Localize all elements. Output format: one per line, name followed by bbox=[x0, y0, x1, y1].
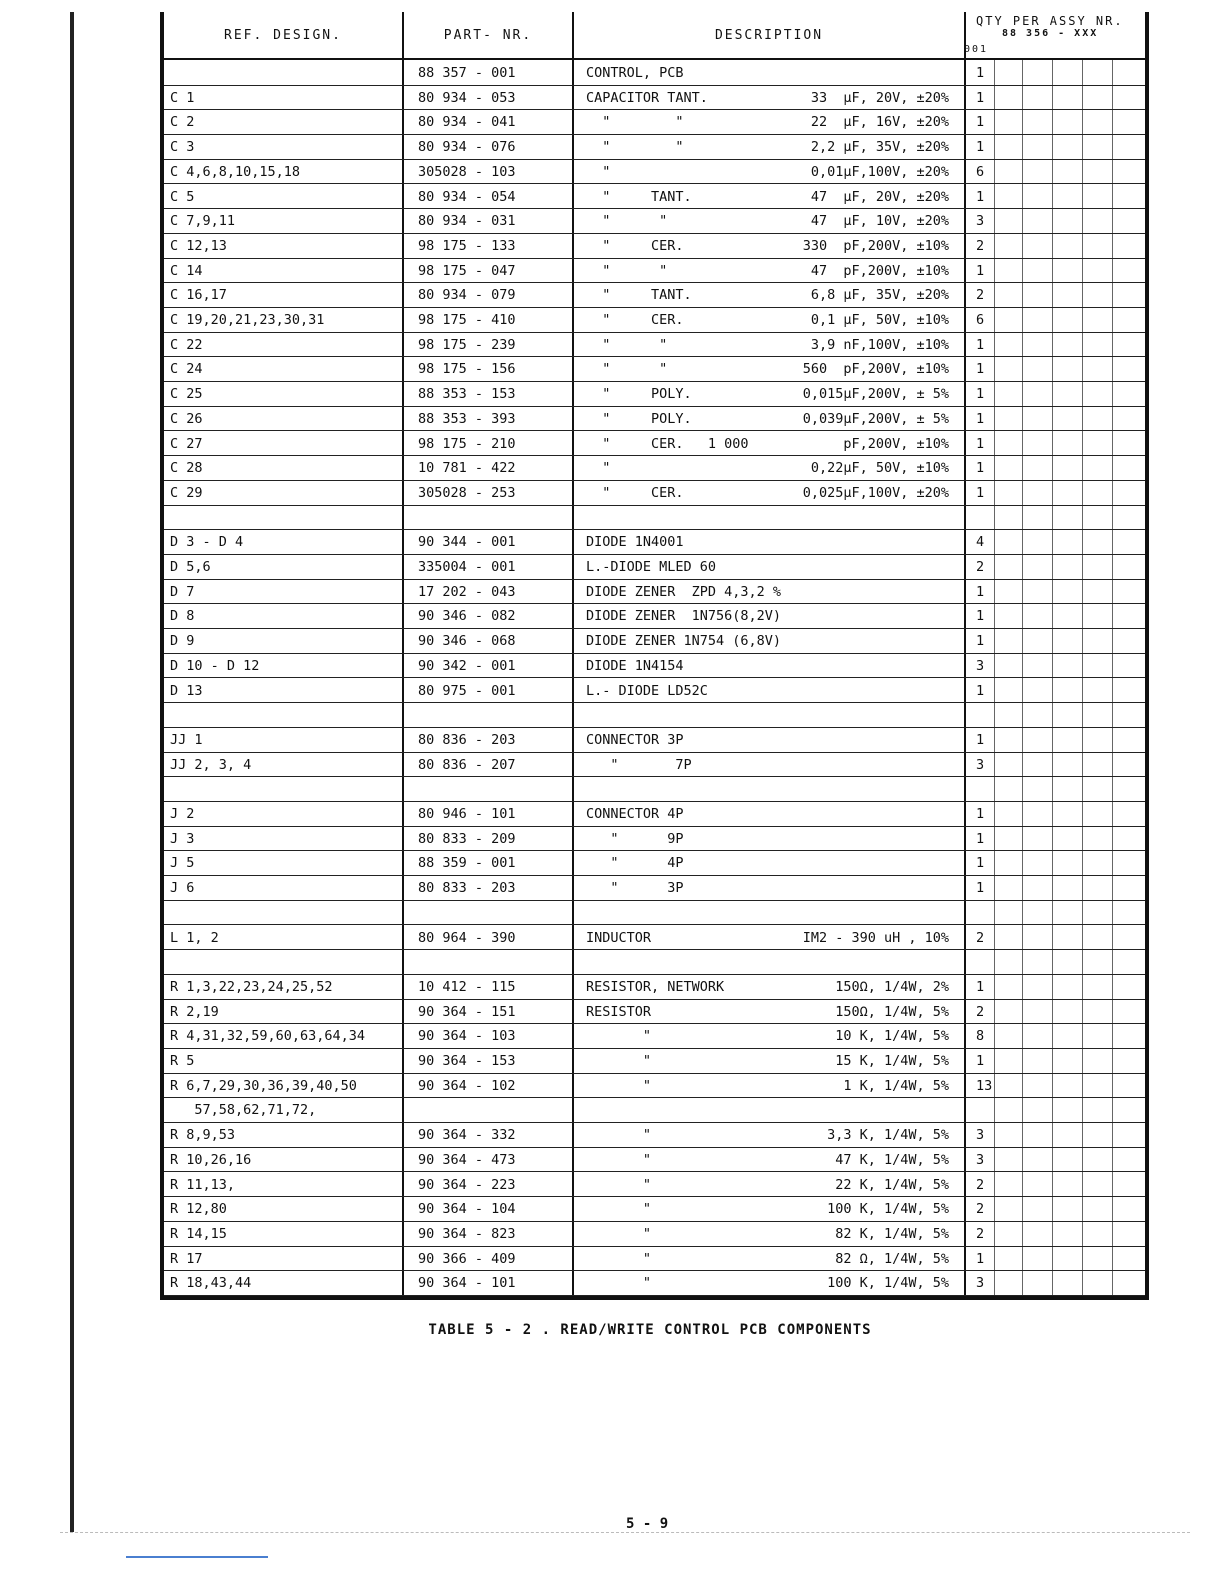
value-rating: 47 K, 1/4W, 5% bbox=[835, 1151, 949, 1168]
quantity: 1 bbox=[976, 139, 985, 156]
table-row bbox=[164, 802, 1145, 827]
ref-designator: R 6,7,29,30,36,39,40,50 bbox=[170, 1077, 357, 1094]
qty-header-block bbox=[966, 12, 1147, 60]
value-rating: 47 pF,200V, ±10% bbox=[810, 262, 949, 279]
value-rating: 47 µF, 10V, ±20% bbox=[810, 213, 949, 230]
description: RESISTOR bbox=[586, 1003, 652, 1020]
qty-column-001: 001 bbox=[964, 44, 989, 55]
ref-designator: D 7 bbox=[170, 583, 195, 600]
table-row bbox=[164, 1197, 1145, 1222]
part-number: 335004 - 001 bbox=[418, 559, 516, 575]
ref-designator: R 18,43,44 bbox=[170, 1275, 252, 1292]
quantity: 1 bbox=[976, 1250, 985, 1267]
ref-designator: JJ 1 bbox=[170, 731, 203, 748]
quantity: 1 bbox=[976, 830, 985, 847]
bottom-link-bar bbox=[126, 1556, 268, 1558]
quantity: 3 bbox=[976, 756, 985, 773]
description: " POLY. bbox=[586, 386, 692, 403]
description: " bbox=[586, 1176, 652, 1193]
description: " TANT. bbox=[586, 188, 692, 205]
table-row bbox=[164, 456, 1145, 481]
table-row bbox=[164, 61, 1145, 86]
description: " 7P bbox=[586, 756, 692, 773]
part-number: 88 353 - 393 bbox=[418, 410, 516, 427]
value-rating: 150Ω, 1/4W, 2% bbox=[835, 978, 949, 995]
value-rating: 0,015µF,200V, ± 5% bbox=[802, 386, 949, 403]
part-number: 80 934 - 041 bbox=[418, 114, 516, 131]
ref-designator: D 13 bbox=[170, 682, 203, 699]
value-rating: 100 K, 1/4W, 5% bbox=[827, 1275, 949, 1292]
footer-rule bbox=[60, 1532, 1190, 1533]
description: " bbox=[586, 163, 611, 180]
quantity: 13 bbox=[976, 1077, 993, 1094]
quantity: 1 bbox=[976, 410, 985, 427]
part-number: 305028 - 103 bbox=[418, 163, 516, 180]
value-rating: 33 µF, 20V, ±20% bbox=[810, 89, 949, 106]
header-description: DESCRIPTION bbox=[574, 12, 964, 60]
qty-assy-number: 88 356 - XXX bbox=[1002, 28, 1099, 39]
ref-designator: D 5,6 bbox=[170, 559, 211, 575]
value-rating: 22 µF, 16V, ±20% bbox=[810, 114, 949, 131]
part-number: 90 364 - 473 bbox=[418, 1151, 516, 1168]
value-rating: 0,01µF,100V, ±20% bbox=[810, 163, 949, 180]
ref-designator: C 2 bbox=[170, 114, 195, 131]
quantity: 2 bbox=[976, 1201, 985, 1218]
quantity: 6 bbox=[976, 163, 985, 180]
table-row bbox=[164, 1074, 1145, 1099]
table-row bbox=[164, 1024, 1145, 1049]
ref-designator: C 28 bbox=[170, 460, 203, 477]
quantity: 1 bbox=[976, 633, 985, 650]
value-rating: 330 pF,200V, ±10% bbox=[802, 237, 949, 254]
description: " bbox=[586, 1225, 652, 1242]
value-rating: 15 K, 1/4W, 5% bbox=[835, 1053, 949, 1069]
part-number: 80 833 - 203 bbox=[418, 880, 516, 897]
description: " bbox=[586, 1053, 652, 1069]
part-number: 88 359 - 001 bbox=[418, 855, 516, 872]
part-number: 98 175 - 156 bbox=[418, 361, 516, 378]
table-row bbox=[164, 1148, 1145, 1173]
description: " " bbox=[586, 114, 684, 131]
quantity: 3 bbox=[976, 1127, 985, 1144]
table-row bbox=[164, 703, 1145, 728]
description: " TANT. bbox=[586, 287, 692, 304]
table-row bbox=[164, 604, 1145, 629]
quantity: 2 bbox=[976, 559, 985, 575]
table-row bbox=[164, 901, 1145, 926]
part-number: 98 175 - 410 bbox=[418, 312, 516, 328]
ref-designator: C 4,6,8,10,15,18 bbox=[170, 163, 301, 180]
ref-designator: C 12,13 bbox=[170, 237, 227, 254]
description: " bbox=[586, 1250, 652, 1267]
value-rating: 1 K, 1/4W, 5% bbox=[843, 1077, 949, 1094]
description: DIODE ZENER ZPD 4,3,2 % bbox=[586, 583, 782, 600]
qty-title: QTY PER ASSY NR. bbox=[976, 14, 1124, 28]
ref-designator: C 1 bbox=[170, 89, 195, 106]
ref-designator: R 4,31,32,59,60,63,64,34 bbox=[170, 1028, 366, 1045]
table-row bbox=[164, 753, 1145, 778]
part-number: 80 934 - 053 bbox=[418, 89, 516, 106]
description: " " bbox=[586, 139, 684, 156]
table-row bbox=[164, 876, 1145, 901]
table-row bbox=[164, 382, 1145, 407]
table-row bbox=[164, 975, 1145, 1000]
description: DIODE 1N4154 bbox=[586, 657, 684, 674]
table-row bbox=[164, 185, 1145, 210]
quantity: 2 bbox=[976, 1225, 985, 1242]
table-row bbox=[164, 333, 1145, 358]
ref-designator: R 12,80 bbox=[170, 1201, 227, 1218]
quantity: 1 bbox=[976, 361, 985, 378]
quantity: 1 bbox=[976, 978, 985, 995]
part-number: 90 346 - 082 bbox=[418, 608, 516, 625]
part-number: 90 364 - 823 bbox=[418, 1225, 516, 1242]
ref-designator: R 8,9,53 bbox=[170, 1127, 236, 1144]
quantity: 1 bbox=[976, 806, 985, 822]
part-number: 90 364 - 104 bbox=[418, 1201, 516, 1218]
quantity: 1 bbox=[976, 460, 985, 477]
table-row bbox=[164, 308, 1145, 333]
table-row bbox=[164, 1173, 1145, 1198]
quantity: 4 bbox=[976, 534, 985, 551]
table-row bbox=[164, 407, 1145, 432]
table-row bbox=[164, 679, 1145, 704]
table-row bbox=[164, 259, 1145, 284]
table-row bbox=[164, 1000, 1145, 1025]
ref-designator: D 3 - D 4 bbox=[170, 534, 244, 551]
ref-designator: L 1, 2 bbox=[170, 929, 219, 946]
description: " CER. bbox=[586, 484, 684, 501]
part-number: 80 946 - 101 bbox=[418, 806, 516, 822]
ref-designator: C 5 bbox=[170, 188, 195, 205]
quantity: 1 bbox=[976, 855, 985, 872]
part-number: 80 975 - 001 bbox=[418, 682, 516, 699]
table-row bbox=[164, 1123, 1145, 1148]
description: " bbox=[586, 1028, 652, 1045]
ref-designator: C 26 bbox=[170, 410, 203, 427]
table-row bbox=[164, 234, 1145, 259]
quantity: 1 bbox=[976, 484, 985, 501]
quantity: 1 bbox=[976, 880, 985, 897]
part-number: 305028 - 253 bbox=[418, 484, 516, 501]
part-number: 80 934 - 054 bbox=[418, 188, 516, 205]
quantity: 2 bbox=[976, 237, 985, 254]
table-row bbox=[164, 481, 1145, 506]
part-number: 17 202 - 043 bbox=[418, 583, 516, 600]
ref-designator: C 24 bbox=[170, 361, 203, 378]
description: " CER. bbox=[586, 312, 684, 328]
part-number: 90 346 - 068 bbox=[418, 633, 516, 650]
quantity: 3 bbox=[976, 657, 985, 674]
description: " 4P bbox=[586, 855, 684, 872]
ref-designator: JJ 2, 3, 4 bbox=[170, 756, 252, 773]
description: DIODE ZENER 1N756(8,2V) bbox=[586, 608, 782, 625]
table-row bbox=[164, 1098, 1145, 1123]
ref-designator: J 2 bbox=[170, 806, 195, 822]
description: " CER. 1 000 bbox=[586, 435, 749, 452]
quantity: 1 bbox=[976, 435, 985, 452]
value-rating: 560 pF,200V, ±10% bbox=[802, 361, 949, 378]
part-number: 88 357 - 001 bbox=[418, 65, 516, 81]
description: CAPACITOR TANT. bbox=[586, 89, 708, 106]
ref-designator: R 14,15 bbox=[170, 1225, 227, 1242]
table-row bbox=[164, 357, 1145, 382]
ref-designator: R 5 bbox=[170, 1053, 195, 1069]
description: " bbox=[586, 1127, 652, 1144]
quantity: 1 bbox=[976, 89, 985, 106]
quantity: 2 bbox=[976, 1003, 985, 1020]
part-number: 80 833 - 209 bbox=[418, 830, 516, 847]
part-number: 90 364 - 102 bbox=[418, 1077, 516, 1094]
description: CONNECTOR 4P bbox=[586, 806, 684, 822]
ref-designator: C 25 bbox=[170, 386, 203, 403]
part-number: 90 342 - 001 bbox=[418, 657, 516, 674]
description: " bbox=[586, 1201, 652, 1218]
ref-designator: R 2,19 bbox=[170, 1003, 219, 1020]
table-row bbox=[164, 950, 1145, 975]
description: " POLY. bbox=[586, 410, 692, 427]
table-row bbox=[164, 530, 1145, 555]
table-row bbox=[164, 506, 1145, 531]
quantity: 1 bbox=[976, 262, 985, 279]
quantity: 8 bbox=[976, 1028, 985, 1045]
value-rating: 47 µF, 20V, ±20% bbox=[810, 188, 949, 205]
description: CONNECTOR 3P bbox=[586, 731, 684, 748]
ref-designator: R 1,3,22,23,24,25,52 bbox=[170, 978, 333, 995]
table-row bbox=[164, 777, 1145, 802]
table-row bbox=[164, 555, 1145, 580]
description: L.- DIODE LD52C bbox=[586, 682, 708, 699]
quantity: 2 bbox=[976, 929, 985, 946]
ref-designator: C 16,17 bbox=[170, 287, 227, 304]
ref-designator: D 8 bbox=[170, 608, 195, 625]
value-rating: 3,3 K, 1/4W, 5% bbox=[827, 1127, 949, 1144]
quantity: 1 bbox=[976, 583, 985, 600]
ref-designator: J 6 bbox=[170, 880, 195, 897]
table-caption: TABLE 5 - 2 . READ/WRITE CONTROL PCB COMPONENTS bbox=[428, 1322, 872, 1338]
ref-designator: C 7,9,11 bbox=[170, 213, 236, 230]
part-number: 90 344 - 001 bbox=[418, 534, 516, 551]
value-rating: 82 K, 1/4W, 5% bbox=[835, 1225, 949, 1242]
table-row bbox=[164, 728, 1145, 753]
value-rating: 0,039µF,200V, ± 5% bbox=[802, 410, 949, 427]
table-row bbox=[164, 926, 1145, 951]
description: " " bbox=[586, 262, 668, 279]
description: DIODE ZENER 1N754 (6,8V) bbox=[586, 633, 782, 650]
value-rating: 22 K, 1/4W, 5% bbox=[835, 1176, 949, 1193]
value-rating: 82 Ω, 1/4W, 5% bbox=[835, 1250, 949, 1267]
table-row bbox=[164, 1247, 1145, 1272]
part-number: 98 175 - 133 bbox=[418, 237, 516, 254]
value-rating: 3,9 nF,100V, ±10% bbox=[810, 336, 949, 353]
table-row bbox=[164, 432, 1145, 457]
part-number: 80 836 - 207 bbox=[418, 756, 516, 773]
description: RESISTOR, NETWORK bbox=[586, 978, 725, 995]
part-number: 90 364 - 223 bbox=[418, 1176, 516, 1193]
value-rating: 100 K, 1/4W, 5% bbox=[827, 1201, 949, 1218]
ref-designator: R 10,26,16 bbox=[170, 1151, 252, 1168]
ref-designator: R 17 bbox=[170, 1250, 203, 1267]
description: " " bbox=[586, 336, 668, 353]
header-part-nr: PART- NR. bbox=[404, 12, 572, 60]
quantity: 1 bbox=[976, 114, 985, 131]
ref-designator: 57,58,62,71,72, bbox=[170, 1102, 317, 1119]
page-number: 5 - 9 bbox=[626, 1516, 669, 1532]
table-row bbox=[164, 629, 1145, 654]
part-number: 80 934 - 079 bbox=[418, 287, 516, 304]
value-rating: 0,025µF,100V, ±20% bbox=[802, 484, 949, 501]
description: DIODE 1N4001 bbox=[586, 534, 684, 551]
part-number: 80 934 - 076 bbox=[418, 139, 516, 156]
part-number: 80 964 - 390 bbox=[418, 929, 516, 946]
quantity: 3 bbox=[976, 213, 985, 230]
table-row bbox=[164, 110, 1145, 135]
description: INDUCTOR bbox=[586, 929, 652, 946]
part-number: 10 412 - 115 bbox=[418, 978, 516, 995]
quantity: 6 bbox=[976, 312, 985, 328]
table-row bbox=[164, 827, 1145, 852]
ref-designator: C 3 bbox=[170, 139, 195, 156]
value-rating: IM2 - 390 uH , 10% bbox=[802, 929, 949, 946]
value-rating: 0,22µF, 50V, ±10% bbox=[810, 460, 949, 477]
ref-designator: C 27 bbox=[170, 435, 203, 452]
ref-designator: C 29 bbox=[170, 484, 203, 501]
part-number: 90 364 - 332 bbox=[418, 1127, 516, 1144]
part-number: 10 781 - 422 bbox=[418, 460, 516, 477]
part-number: 80 836 - 203 bbox=[418, 731, 516, 748]
part-number: 98 175 - 047 bbox=[418, 262, 516, 279]
quantity: 1 bbox=[976, 188, 985, 205]
value-rating: 0,1 µF, 50V, ±10% bbox=[810, 312, 949, 328]
ref-designator: C 14 bbox=[170, 262, 203, 279]
page-margin-rule bbox=[70, 12, 74, 1532]
part-number: 98 175 - 210 bbox=[418, 435, 516, 452]
part-number: 98 175 - 239 bbox=[418, 336, 516, 353]
table-row bbox=[164, 135, 1145, 160]
description: " bbox=[586, 460, 611, 477]
value-rating: 2,2 µF, 35V, ±20% bbox=[810, 139, 949, 156]
part-number: 80 934 - 031 bbox=[418, 213, 516, 230]
table-row bbox=[164, 209, 1145, 234]
value-rating: pF,200V, ±10% bbox=[843, 435, 949, 452]
part-number: 90 364 - 103 bbox=[418, 1028, 516, 1045]
ref-designator: D 10 - D 12 bbox=[170, 657, 260, 674]
ref-designator: R 11,13, bbox=[170, 1176, 236, 1193]
table-row bbox=[164, 1222, 1145, 1247]
description: " bbox=[586, 1275, 652, 1292]
part-number: 88 353 - 153 bbox=[418, 386, 516, 403]
ref-designator: J 5 bbox=[170, 855, 195, 872]
table-row bbox=[164, 1049, 1145, 1074]
description: L.-DIODE MLED 60 bbox=[586, 559, 717, 575]
description: " 9P bbox=[586, 830, 684, 847]
quantity: 1 bbox=[976, 65, 985, 81]
quantity: 3 bbox=[976, 1275, 985, 1292]
quantity: 1 bbox=[976, 608, 985, 625]
value-rating: 10 K, 1/4W, 5% bbox=[835, 1028, 949, 1045]
part-number: 90 364 - 151 bbox=[418, 1003, 516, 1020]
table-row bbox=[164, 160, 1145, 185]
value-rating: 6,8 µF, 35V, ±20% bbox=[810, 287, 949, 304]
table-row bbox=[164, 580, 1145, 605]
description: " 3P bbox=[586, 880, 684, 897]
header-qty bbox=[966, 12, 1149, 60]
description: " CER. bbox=[586, 237, 684, 254]
quantity: 2 bbox=[976, 287, 985, 304]
table-row bbox=[164, 654, 1145, 679]
quantity: 1 bbox=[976, 682, 985, 699]
table-row bbox=[164, 1271, 1145, 1296]
part-number: 90 364 - 101 bbox=[418, 1275, 516, 1292]
ref-designator: C 19,20,21,23,30,31 bbox=[170, 312, 325, 328]
part-number: 90 364 - 153 bbox=[418, 1053, 516, 1069]
description: CONTROL, PCB bbox=[586, 65, 684, 81]
value-rating: 150Ω, 1/4W, 5% bbox=[835, 1003, 949, 1020]
ref-designator: D 9 bbox=[170, 633, 195, 650]
ref-designator: C 22 bbox=[170, 336, 203, 353]
table-row bbox=[164, 283, 1145, 308]
quantity: 2 bbox=[976, 1176, 985, 1193]
quantity: 1 bbox=[976, 386, 985, 403]
header-ref-design: REF. DESIGN. bbox=[164, 12, 402, 60]
components-table bbox=[160, 12, 1149, 1300]
ref-designator: J 3 bbox=[170, 830, 195, 847]
table-row bbox=[164, 86, 1145, 111]
description: " " bbox=[586, 361, 668, 378]
description: " " bbox=[586, 213, 668, 230]
description: " bbox=[586, 1151, 652, 1168]
quantity: 1 bbox=[976, 1053, 985, 1069]
table-row bbox=[164, 851, 1145, 876]
description: " bbox=[586, 1077, 652, 1094]
quantity: 1 bbox=[976, 731, 985, 748]
quantity: 3 bbox=[976, 1151, 985, 1168]
quantity: 1 bbox=[976, 336, 985, 353]
part-number: 90 366 - 409 bbox=[418, 1250, 516, 1267]
